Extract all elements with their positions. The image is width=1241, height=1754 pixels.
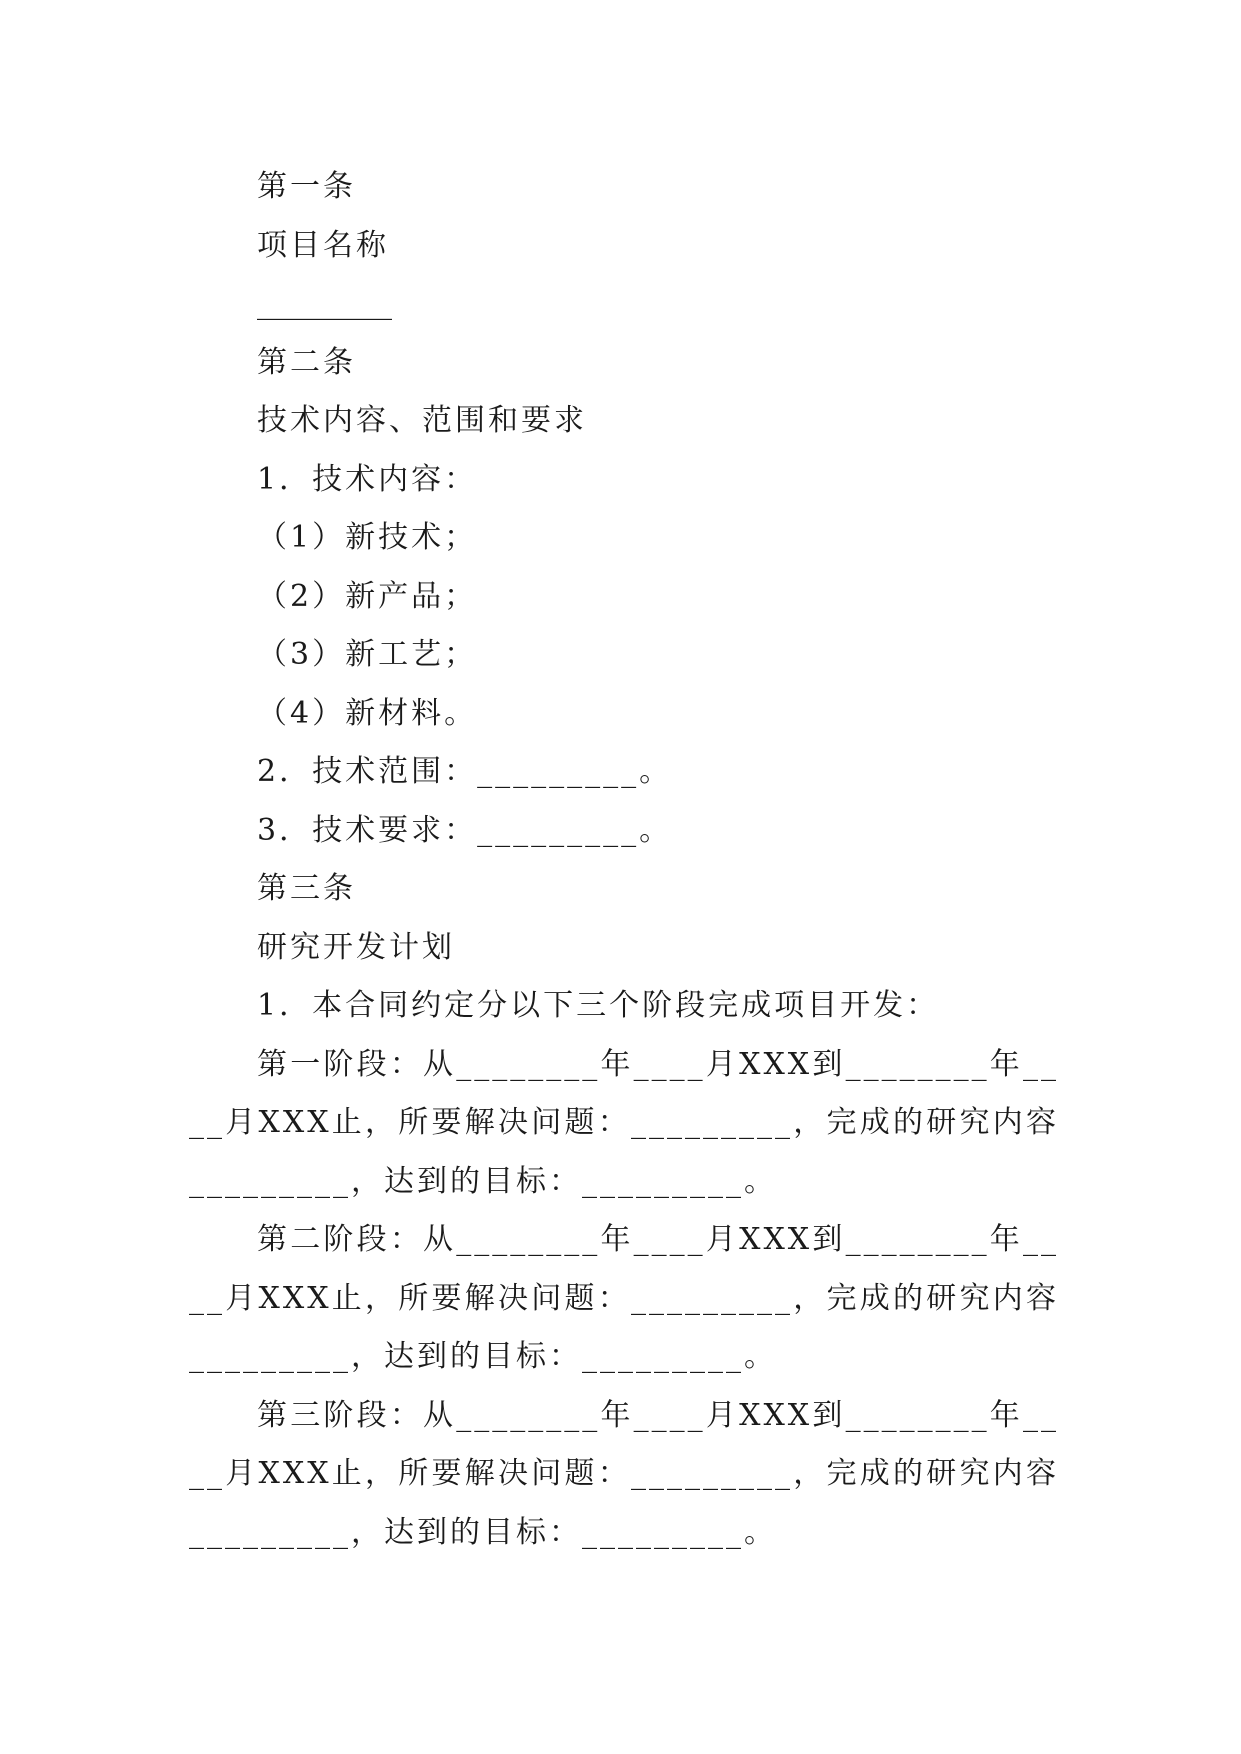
tech-content-sub-3: （3）新工艺； (257, 637, 478, 672)
stages-intro-item: 1．本合同约定分以下三个阶段完成项目开发： (257, 988, 940, 1023)
contract-body (189, 158, 1059, 1562)
project-name-blank: _________ (257, 286, 392, 321)
tech-content-sub-2: （2）新产品； (257, 578, 478, 614)
article-3-title: 研究开发计划 (257, 929, 455, 965)
stage-3-paragraph: 第三阶段：从________年____月XXX到________年____月XXX止，所要解决问题：_________，完成的研究内容_________，达到的目标：_________。 (189, 1397, 1059, 1550)
tech-content-sub-4: （4）新材料。 (257, 695, 478, 731)
stage-1-paragraph: 第一阶段：从________年____月XXX到________年____月XXX止，所要解决问题：_________，完成的研究内容_________，达到的目标：_________。 (189, 1046, 1059, 1199)
article-1-title: 项目名称 (257, 227, 389, 263)
article-1-heading: 第一条 (257, 169, 356, 204)
article-2-heading: 第二条 (257, 344, 356, 380)
article-2-title: 技术内容、范围和要求 (257, 403, 587, 438)
article-3-heading: 第三条 (257, 871, 356, 906)
tech-scope-item: 2．技术范围：_________。 (257, 754, 673, 789)
tech-content-item: 1．技术内容： (257, 461, 478, 497)
stage-2-paragraph: 第二阶段：从________年____月XXX到________年____月XXX止，所要解决问题：_________，完成的研究内容_________，达到的目标：_________。 (189, 1222, 1059, 1374)
tech-requirement-item: 3．技术要求：_________。 (257, 812, 673, 848)
tech-content-sub-1: （1）新技术； (257, 520, 478, 555)
